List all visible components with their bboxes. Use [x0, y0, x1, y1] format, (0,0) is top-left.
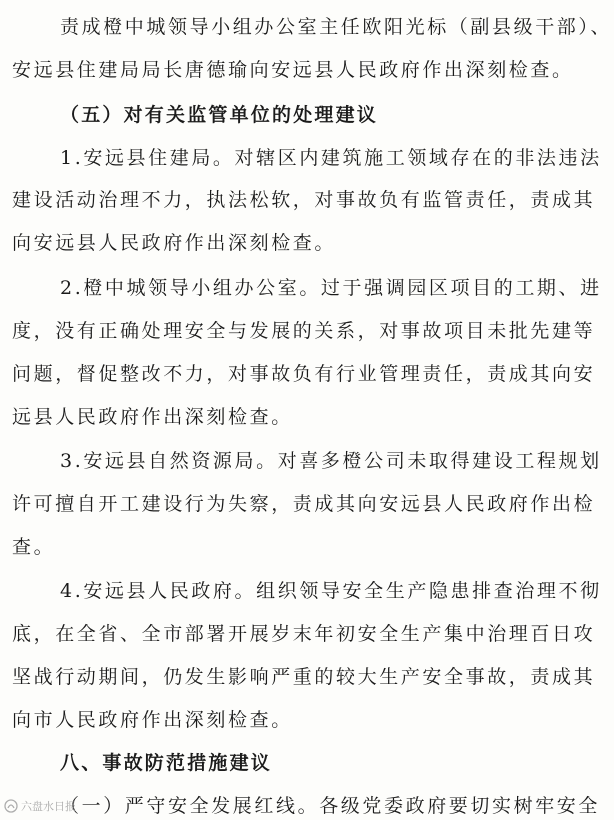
chapter-heading: 八、事故防范措施建议	[60, 752, 273, 774]
text-line: 度，没有正确处理安全与发展的关系，对事故项目未批先建等	[12, 320, 596, 342]
watermark-text: 六盘水日报	[21, 800, 76, 813]
text-line: 安远县住建局局长唐德瑜向安远县人民政府作出深刻检查。	[12, 59, 574, 81]
text-line: 坚战行动期间，仍发生影响严重的较大生产安全事故，责成其	[12, 666, 596, 688]
text-line: 查。	[12, 536, 56, 558]
watermark	[4, 798, 76, 814]
logo-icon	[4, 799, 18, 813]
text-line: 向安远县人民政府作出深刻检查。	[12, 232, 337, 254]
text-line: 建设活动治理不力，执法松软，对事故负有监管责任，责成其	[12, 189, 596, 211]
text-line: 4.安远县人民政府。组织领导安全生产隐患排查治理不彻	[60, 580, 602, 602]
text-line: 底，在全省、全市部署开展岁末年初安全生产集中治理百日攻	[12, 623, 596, 645]
text-line: 远县人民政府作出深刻检查。	[12, 406, 293, 428]
text-line: 1.安远县住建局。对辖区内建筑施工领域存在的非法违法	[60, 147, 602, 169]
text-line: （一）严守安全发展红线。各级党委政府要切实树牢安全	[60, 795, 601, 817]
text-line: 许可擅自开工建设行为失察，责成其向安远县人民政府作出检	[12, 493, 596, 515]
text-line: 向市人民政府作出深刻检查。	[12, 709, 293, 731]
section-heading: （五）对有关监管单位的处理建议	[60, 104, 379, 126]
text-line: 问题，督促整改不力，对事故负有行业管理责任，责成其向安	[12, 363, 596, 385]
text-line: 责成橙中城领导小组办公室主任欧阳光标（副县级干部）、	[60, 16, 613, 38]
text-line: 3.安远县自然资源局。对喜多橙公司未取得建设工程规划	[60, 450, 602, 472]
text-line: 2.橙中城领导小组办公室。过于强调园区项目的工期、进	[60, 277, 602, 299]
